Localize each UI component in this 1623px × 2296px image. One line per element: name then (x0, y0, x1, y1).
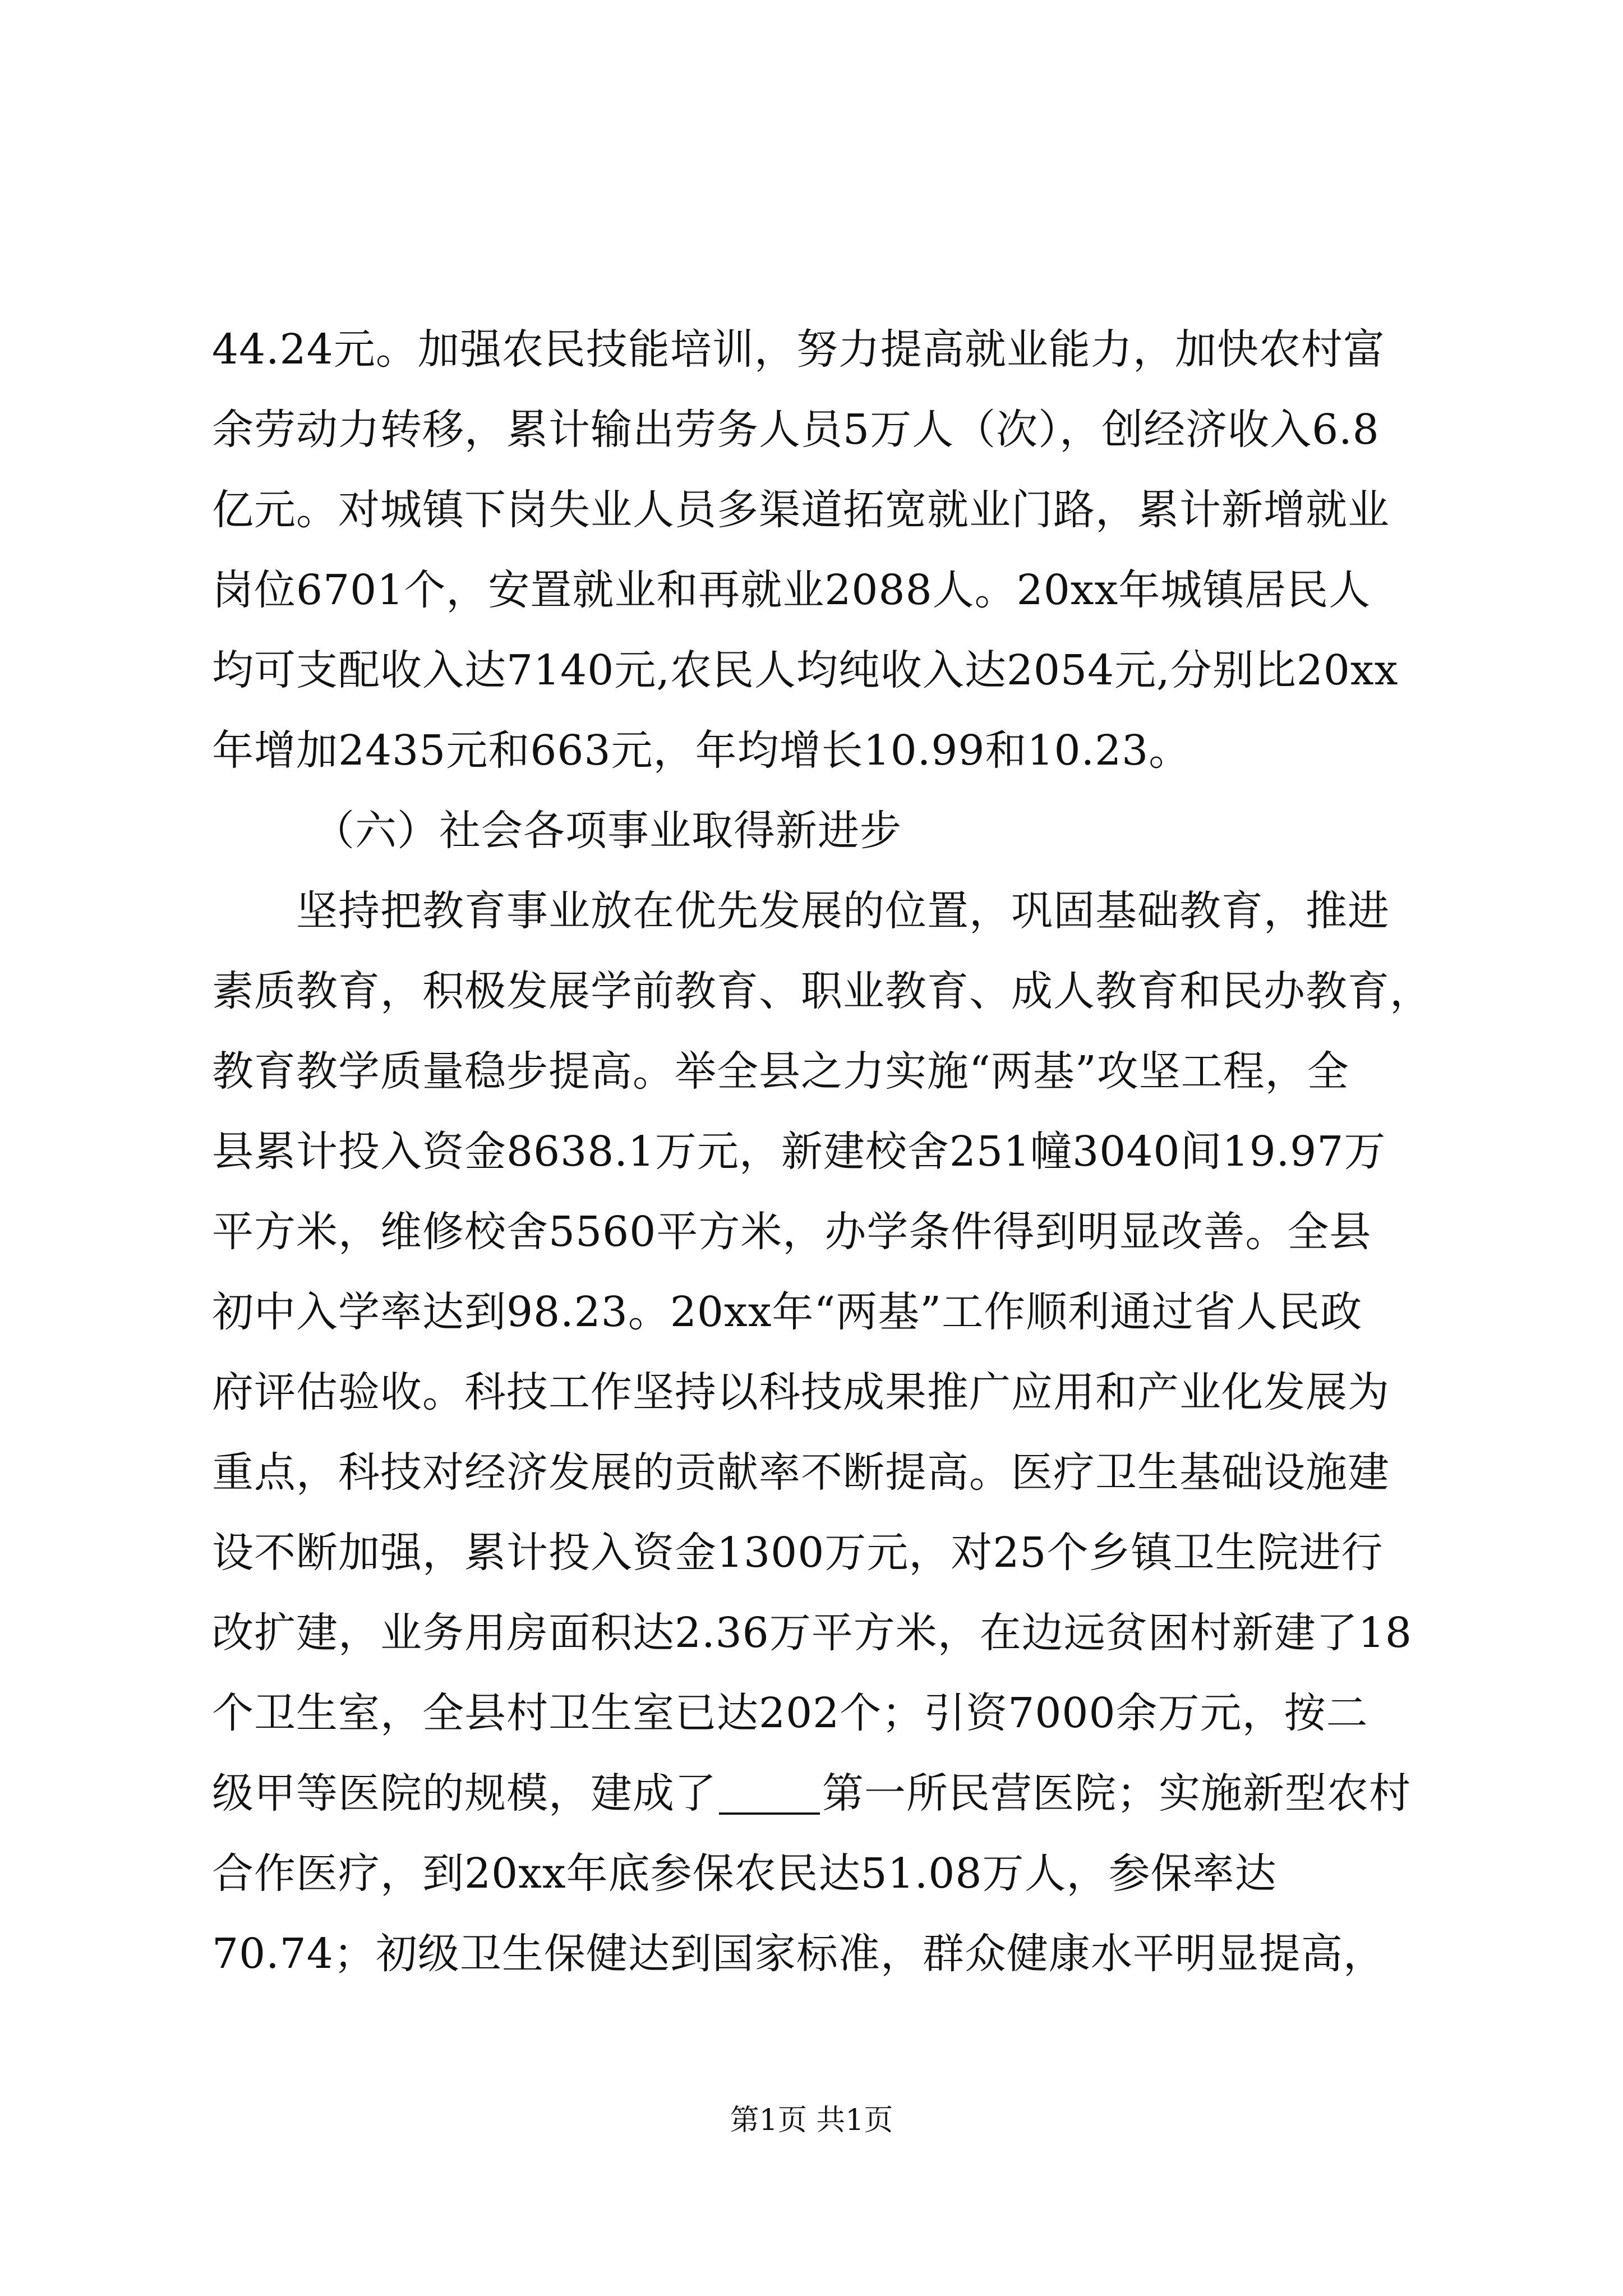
text-segment: 级甲等医院的规模，建成了 (212, 1769, 717, 1818)
text-line: 亿元。对城镇下岗失业人员多渠道拓宽就业门路，累计新增就业 (212, 486, 1390, 534)
section-heading: （六）社会各项事业取得新进步 (313, 807, 902, 855)
text-line: 府评估验收。科技工作坚持以科技成果推广应用和产业化发展为 (212, 1368, 1390, 1416)
text-line: 均可支配收入达7140元,农民人均纯收入达2054元,分别比20xx (212, 646, 1399, 694)
text-line: 个卫生室，全县村卫生室已达202个；引资7000余万元，按二 (212, 1689, 1368, 1737)
fill-in-blank (719, 1779, 820, 1815)
text-line: 余劳动力转移，累计输出劳务人员5万人（次），创经济收入6.8 (212, 406, 1380, 454)
text-line: 岗位6701个，安置就业和再就业2088人。20xx年城镇居民人 (212, 566, 1371, 614)
text-line: 县累计投入资金8638.1万元，新建校舍251幢3040间19.97万 (212, 1128, 1386, 1176)
text-line: 教育教学质量稳步提高。举全县之力实施“两基”攻坚工程，全 (212, 1047, 1349, 1096)
text-segment: 第一所民营医院；实施新型农村 (822, 1769, 1411, 1818)
text-line: 素质教育，积极发展学前教育、职业教育、成人教育和民办教育， (212, 967, 1432, 1015)
page-footer: 第1页 共1页 (730, 2104, 893, 2137)
text-line: 坚持把教育事业放在优先发展的位置，巩固基础教育，推进 (296, 887, 1390, 935)
text-line: 设不断加强，累计投入资金1300万元，对25个乡镇卫生院进行 (212, 1529, 1384, 1577)
text-line: 年增加2435元和663元，年均增长10.99和10.23。 (212, 726, 1191, 775)
text-line: 70.74；初级卫生保健达到国家标准，群众健康水平明显提高， (212, 1930, 1385, 1978)
text-line: 44.24元。加强农民技能培训，努力提高就业能力，加快农村富 (212, 325, 1385, 374)
text-line (212, 1763, 1411, 1824)
text-line: 改扩建，业务用房面积达2.36万平方米，在边远贫困村新建了18 (212, 1609, 1412, 1657)
text-line: 合作医疗，到20xx年底参保农民达51.08万人，参保率达 (212, 1849, 1277, 1898)
text-line: 平方米，维修校舍5560平方米，办学条件得到明显改善。全县 (212, 1208, 1372, 1256)
text-line: 初中入学率达到98.23。20xx年“两基”工作顺利通过省人民政 (212, 1288, 1363, 1336)
text-line: 重点，科技对经济发展的贡献率不断提高。医疗卫生基础设施建 (212, 1448, 1390, 1497)
